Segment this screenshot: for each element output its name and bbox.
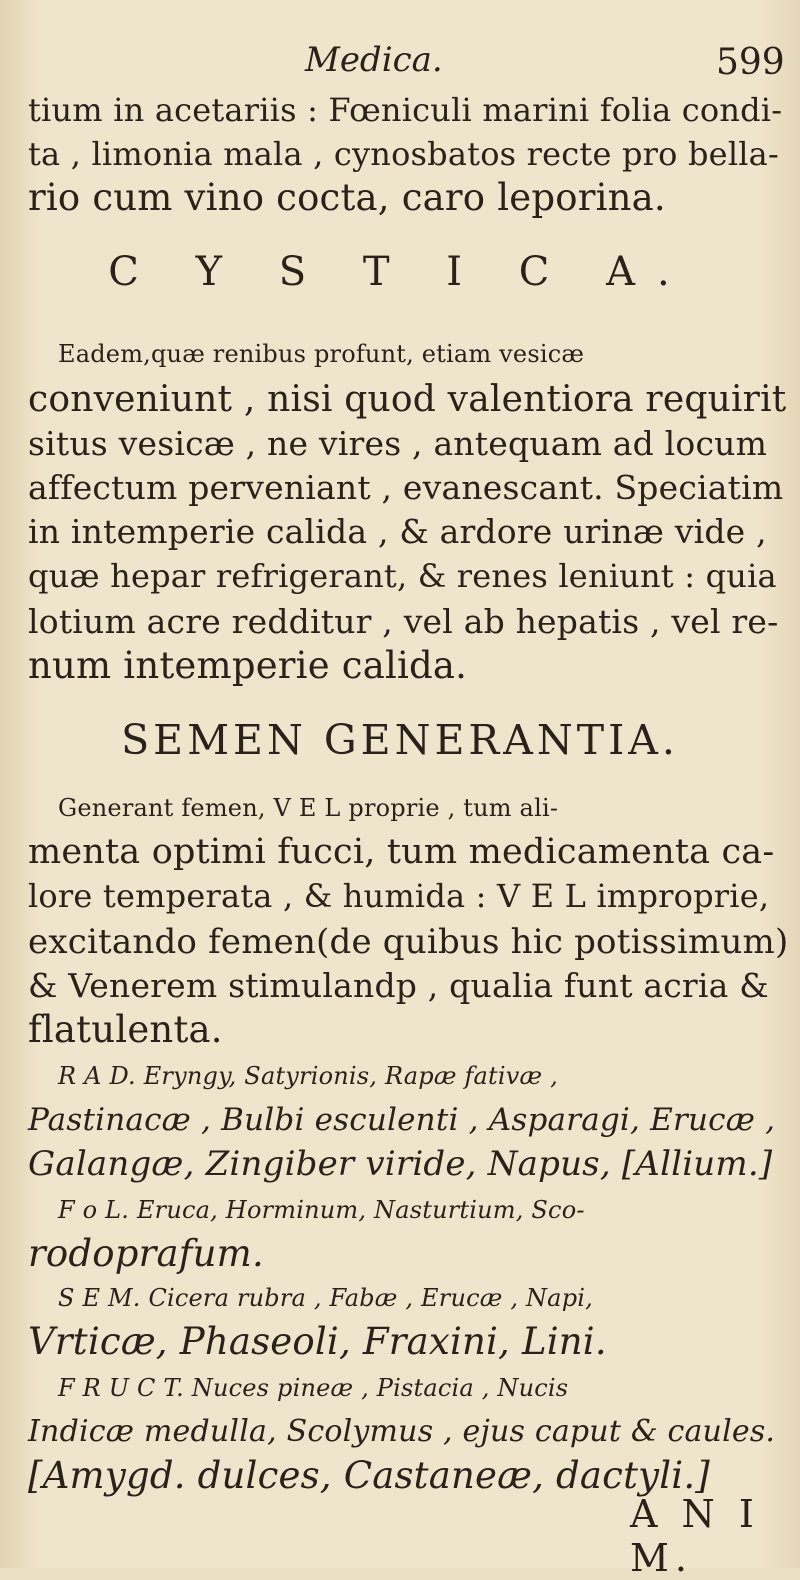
- section-heading-semen-generantia: SEMEN GENERANTIA.: [121, 716, 679, 764]
- section-heading-cystica: C Y S T I C A.: [108, 249, 692, 295]
- text-line: flatulenta.: [28, 1008, 223, 1051]
- text-line: lore temperata , & humida : V E L improprie,: [28, 877, 770, 915]
- page-number: 599: [716, 42, 785, 83]
- text-line: [Amygd. dulces, Castaneæ, dactyli.]: [28, 1454, 710, 1497]
- text-line: conveniunt , nisi quod valentiora requirit: [28, 379, 787, 420]
- text-line: & Venerem stimulandp , qualia funt acria &: [28, 966, 769, 1005]
- text-line: in intemperie calida , & ardore urinæ vide ,: [28, 512, 767, 551]
- text-line: R A D. Eryngy, Satyrionis, Rapæ fativæ ,: [58, 1062, 558, 1090]
- text-line: Indicæ medulla, Scolymus , ejus caput & caules.: [28, 1414, 776, 1449]
- text-line: tium in acetariis : Fœniculi marini folia condi-: [28, 91, 783, 129]
- text-line: rio cum vino cocta, caro leporina.: [28, 176, 666, 219]
- text-line: F o L. Eruca, Horminum, Nasturtium, Sco-: [58, 1196, 585, 1224]
- text-line: Pastinacæ , Bulbi esculenti , Asparagi, Erucæ ,: [28, 1102, 776, 1138]
- running-head-title: Medica.: [305, 40, 443, 80]
- text-line: F R U C T. Nuces pineæ , Pistacia , Nucis: [58, 1374, 569, 1402]
- text-line: Generant femen, V E L proprie , tum ali-: [58, 794, 559, 822]
- running-head: [0, 40, 800, 90]
- text-line: affectum perveniant , evanescant. Speciatim: [28, 468, 784, 507]
- text-line: menta optimi fucci, tum medicamenta ca-: [28, 832, 775, 872]
- text-line: situs vesicæ , ne vires , antequam ad locum: [28, 424, 768, 463]
- text-line: Galangæ, Zingiber viride, Napus, [Allium.]: [28, 1144, 773, 1184]
- text-line: rodoprafum.: [28, 1232, 264, 1275]
- text-line: Eadem,quæ renibus profunt, etiam vesicæ: [58, 340, 585, 368]
- catchword: A N I M.: [630, 1492, 760, 1580]
- text-line: S E M. Cicera rubra , Fabæ , Erucæ , Napi,: [58, 1284, 593, 1312]
- text-line: Vrticæ, Phaseoli, Fraxini, Lini.: [28, 1320, 607, 1363]
- text-line: lotium acre redditur , vel ab hepatis , vel re-: [28, 602, 779, 641]
- text-line: ta , limonia mala , cynosbatos recte pro bella-: [28, 135, 779, 173]
- text-line: excitando femen(de quibus hic potissimum): [28, 922, 789, 962]
- text-line: quæ hepar refrigerant, & renes leniunt : quia: [28, 557, 777, 595]
- text-line: num intemperie calida.: [28, 644, 468, 687]
